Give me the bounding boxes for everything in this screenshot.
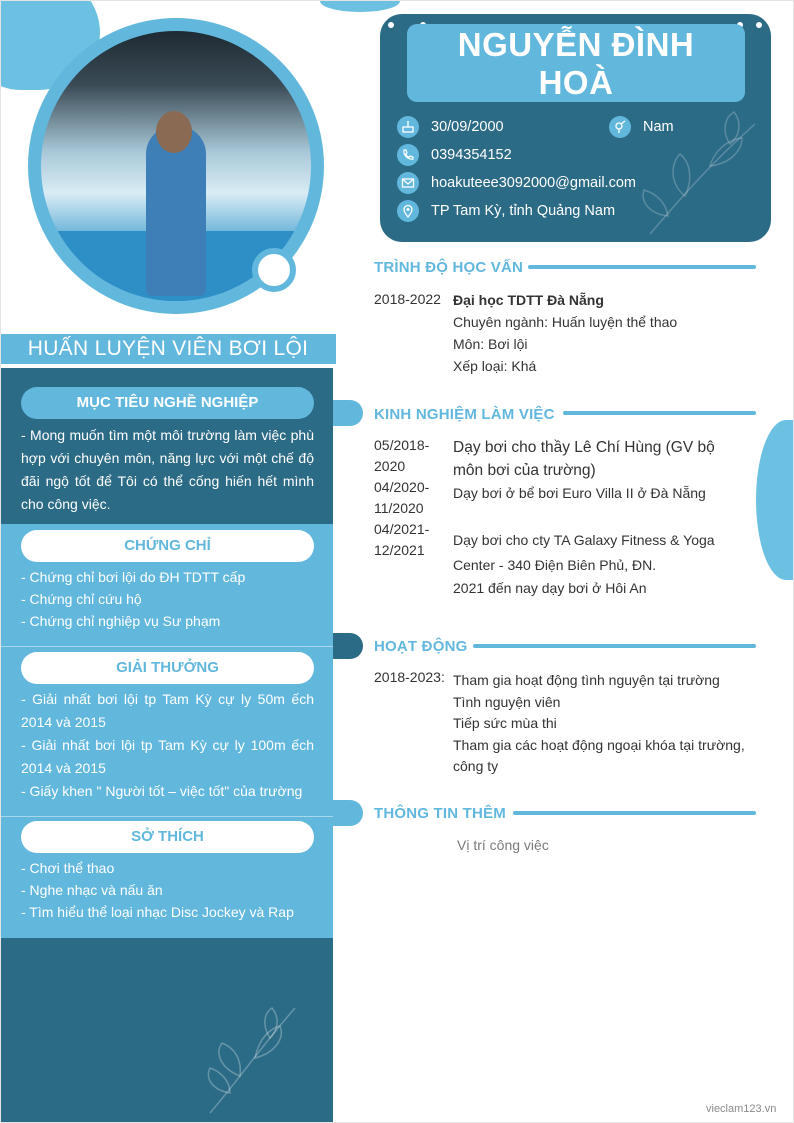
decor-blob-top (320, 0, 400, 12)
list-item: - Giấy khen " Người tốt – việc tốt" của trường (21, 783, 303, 799)
sidebar-bottom-band (0, 938, 333, 1123)
list-item: - Chứng chỉ nghiệp vụ Sư phạm (21, 613, 221, 629)
list-item: - Giải nhất bơi lội tp Tam Kỳ cự ly 100m ếch 2014 và 2015 (21, 737, 314, 776)
name-line-1: NGUYỄN ĐÌNH (457, 26, 695, 63)
list-item: Tham gia các hoạt động ngoại khóa tại trường, công ty (453, 736, 745, 774)
phone-value[interactable]: 0394354152 (431, 147, 512, 163)
gender-icon (609, 116, 631, 138)
extra-text: Vị trí công việc (457, 837, 549, 853)
experience-date: 05/2018- (374, 437, 430, 453)
leaf-decoration-icon (200, 998, 310, 1118)
activities-period: 2018-2023: (374, 669, 445, 685)
list-item: Tham gia hoạt động tình nguyện tại trường (453, 672, 720, 688)
decor-dot (388, 22, 394, 28)
list-item: - Chứng chỉ cứu hộ (21, 591, 142, 607)
experience-job-4: 2021 đến nay dạy bơi ở Hôi An (453, 580, 647, 596)
list-item: - Tìm hiểu thể loại nhạc Disc Jockey và Rap (21, 904, 294, 920)
name-line-2: HOÀ (538, 64, 614, 101)
experience-dates (374, 435, 429, 561)
activities-heading: HOẠT ĐỘNG (374, 638, 468, 655)
experience-heading-line (563, 411, 756, 415)
section-tab (333, 800, 363, 826)
hobbies-list (21, 857, 314, 923)
education-heading-line (528, 265, 756, 269)
education-period: 2018-2022 (374, 291, 441, 307)
education-details (453, 289, 753, 377)
experience-date: 04/2020- (374, 479, 430, 495)
experience-date: 2020 (374, 458, 406, 474)
education-heading: TRÌNH ĐỘ HỌC VẤN (374, 259, 524, 276)
birthday-value: 30/09/2000 (431, 119, 504, 135)
education-line: Chuyên ngành: Huấn luyện thể thao (453, 314, 678, 330)
contact-gender (609, 116, 674, 138)
awards-list (21, 688, 314, 803)
awards-heading: GIẢI THƯỞNG (21, 652, 314, 684)
list-item: - Chứng chỉ bơi lội do ĐH TDTT cấp (21, 569, 246, 585)
decor-dot (756, 22, 762, 28)
hobbies-heading: SỞ THÍCH (21, 821, 314, 853)
birthday-cake-icon (397, 116, 419, 138)
extra-heading: THÔNG TIN THÊM (374, 805, 506, 822)
list-item: Tiếp sức mùa thi (453, 715, 557, 731)
avatar-dot (252, 248, 296, 292)
experience-job-2: Dạy bơi ở bể bơi Euro Villa II ở Đà Nẵng (453, 485, 706, 501)
career-goal-heading: MỤC TIÊU NGHỀ NGHIỆP (21, 387, 314, 419)
contact-email (397, 172, 636, 194)
career-goal-text: - Mong muốn tìm một môi trường làm việc phù hợp với chuyên môn, năng lực với một chế độ đãi ngộ tốt để Tôi có thể cống hiến hết mình cho công việc. (21, 427, 314, 512)
email-icon (397, 172, 419, 194)
certificates-heading: CHỨNG CHỈ (21, 530, 314, 562)
divider (0, 646, 333, 647)
location-pin-icon (397, 200, 419, 222)
phone-icon (397, 144, 419, 166)
education-school: Đại học TDTT Đà Nẵng (453, 292, 604, 308)
list-item: - Giải nhất bơi lội tp Tam Kỳ cự ly 50m ếch 2014 và 2015 (21, 691, 314, 730)
education-line: Xếp loại: Khá (453, 358, 537, 374)
name-box (407, 24, 745, 102)
photo-head (156, 111, 192, 153)
experience-job-1: Dạy bơi cho thầy Lê Chí Hùng (GV bộ môn bơi của trường) (453, 439, 715, 479)
list-item: - Chơi thể thao (21, 860, 115, 876)
activities-heading-line (473, 644, 756, 648)
experience-heading: KINH NGHIỆM LÀM VIỆC (374, 406, 555, 423)
experience-date: 04/2021- (374, 521, 430, 537)
education-line: Môn: Bơi lội (453, 336, 528, 352)
watermark: vieclam123.vn (706, 1103, 777, 1115)
contact-address (397, 200, 615, 222)
address-value: TP Tam Kỳ, tỉnh Quảng Nam (431, 203, 616, 219)
decor-blob-right (756, 420, 794, 580)
contact-birthday (397, 116, 504, 138)
experience-date: 11/2020 (374, 500, 424, 516)
contact-phone (397, 144, 512, 166)
list-item: - Nghe nhạc và nấu ăn (21, 882, 163, 898)
divider (0, 816, 333, 817)
activities-list (453, 670, 758, 778)
job-title: HUẤN LUYỆN VIÊN BƠI LỘI (0, 334, 336, 364)
experience-job-3: Dạy bơi cho cty TA Galaxy Fitness & Yoga Center - 340 Điện Biên Phủ, ĐN. (453, 532, 715, 573)
list-item: Tình nguyện viên (453, 693, 561, 710)
experience-date: 12/2021 (374, 542, 425, 558)
section-tab (333, 400, 363, 426)
gender-value: Nam (643, 119, 674, 135)
email-value[interactable]: hoakuteee3092000@gmail.com (431, 175, 636, 191)
certificates-list (21, 566, 314, 632)
extra-heading-line (513, 811, 756, 815)
section-tab (333, 633, 363, 659)
